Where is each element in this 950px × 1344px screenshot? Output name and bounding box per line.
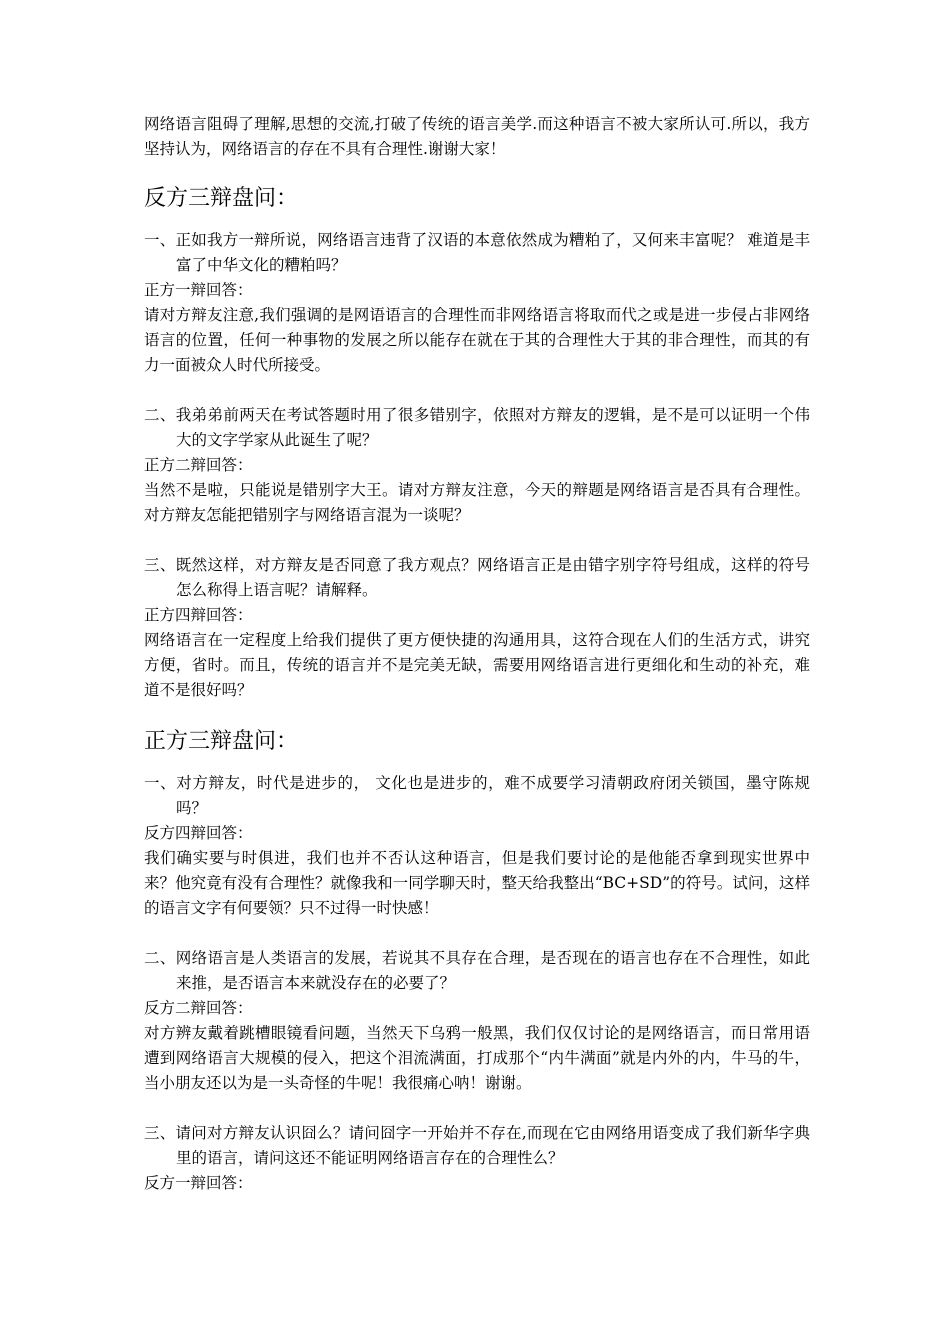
- question-4: 一、对方辩友，时代是进步的， 文化也是进步的，难不成要学习清朝政府闭关锁国，墨守陈规吗？: [144, 774, 810, 817]
- question-3: 三、既然这样，对方辩友是否同意了我方观点？网络语言正是由错字别字符号组成，这样的符号怎么称得上语言呢？请解释。: [144, 556, 810, 599]
- section-heading-con-third: 反方三辩盘问：: [144, 186, 299, 211]
- answer-4: 我们确实要与时俱进，我们也并不否认这种语言，但是我们要讨论的是他能否拿到现实世界中来？他究竟有没有合理性？就像我和一同学聊天时，整天给我整出“BC+SD”的符号。试问，这样的语言文字有何要领？只不过得一时快感！: [144, 849, 810, 917]
- responder-label-2: 正方二辩回答：: [144, 456, 253, 474]
- question-1: 一、正如我方一辩所说，网络语言违背了汉语的本意依然成为糟粕了，又何来丰富呢？ 难道是丰富了中华文化的糟粕吗？: [144, 231, 810, 274]
- intro-paragraph: 网络语言阻碍了理解,思想的交流,打破了传统的语言美学.而这种语言不被大家所认可.所以，我方坚持认为，网络语言的存在不具有合理性.谢谢大家！: [144, 115, 810, 158]
- question-5: 二、网络语言是人类语言的发展，若说其不具存在合理，是否现在的语言也存在不合理性，如此来推，是否语言本来就没存在的必要了？: [144, 949, 810, 992]
- responder-label-5: 反方二辩回答：: [144, 999, 253, 1017]
- answer-2: 当然不是啦，只能说是错别字大王。请对方辩友注意，今天的辩题是网络语言是否具有合理性。对方辩友怎能把错别字与网络语言混为一谈呢？: [144, 481, 810, 524]
- responder-label-3: 正方四辩回答：: [144, 606, 253, 624]
- answer-1: 请对方辩友注意,我们强调的是网语语言的合理性而非网络语言将取而代之或是进一步侵占非网络语言的位置，任何一种事物的发展之所以能存在就在于其的合理性大于其的非合理性，而其的有力一面被众人时代所接受。: [144, 306, 810, 374]
- answer-3: 网络语言在一定程度上给我们提供了更方便快捷的沟通用具，这符合现在人们的生活方式，讲究方便，省时。而且，传统的语言并不是完美无缺，需要用网络语言进行更细化和生动的补充，难道不是很好吗？: [144, 631, 810, 699]
- section-heading-pro-third: 正方三辩盘问：: [144, 729, 299, 754]
- question-6: 三、请问对方辩友认识囧么？请问囧字一开始并不存在,而现在它由网络用语变成了我们新华字典里的语言，请问这还不能证明网络语言存在的合理性么？: [144, 1124, 810, 1167]
- question-2: 二、我弟弟前两天在考试答题时用了很多错别字，依照对方辩友的逻辑，是不是可以证明一个伟大的文字学家从此诞生了呢？: [144, 406, 810, 449]
- answer-5: 对方辨友戴着跳槽眼镜看问题，当然天下乌鸦一般黑，我们仅仅讨论的是网络语言，而日常用语遭到网络语言大规模的侵入，把这个泪流满面，打成那个“内牛满面”就是内外的内，牛马的牛，当小朋友还以为是一头奇怪的牛呢！我很痛心呐！谢谢。: [144, 1024, 810, 1092]
- responder-label-6: 反方一辩回答：: [144, 1174, 253, 1192]
- responder-label-1: 正方一辩回答：: [144, 281, 253, 299]
- document-page: [144, 112, 810, 1196]
- responder-label-4: 反方四辩回答：: [144, 824, 253, 842]
